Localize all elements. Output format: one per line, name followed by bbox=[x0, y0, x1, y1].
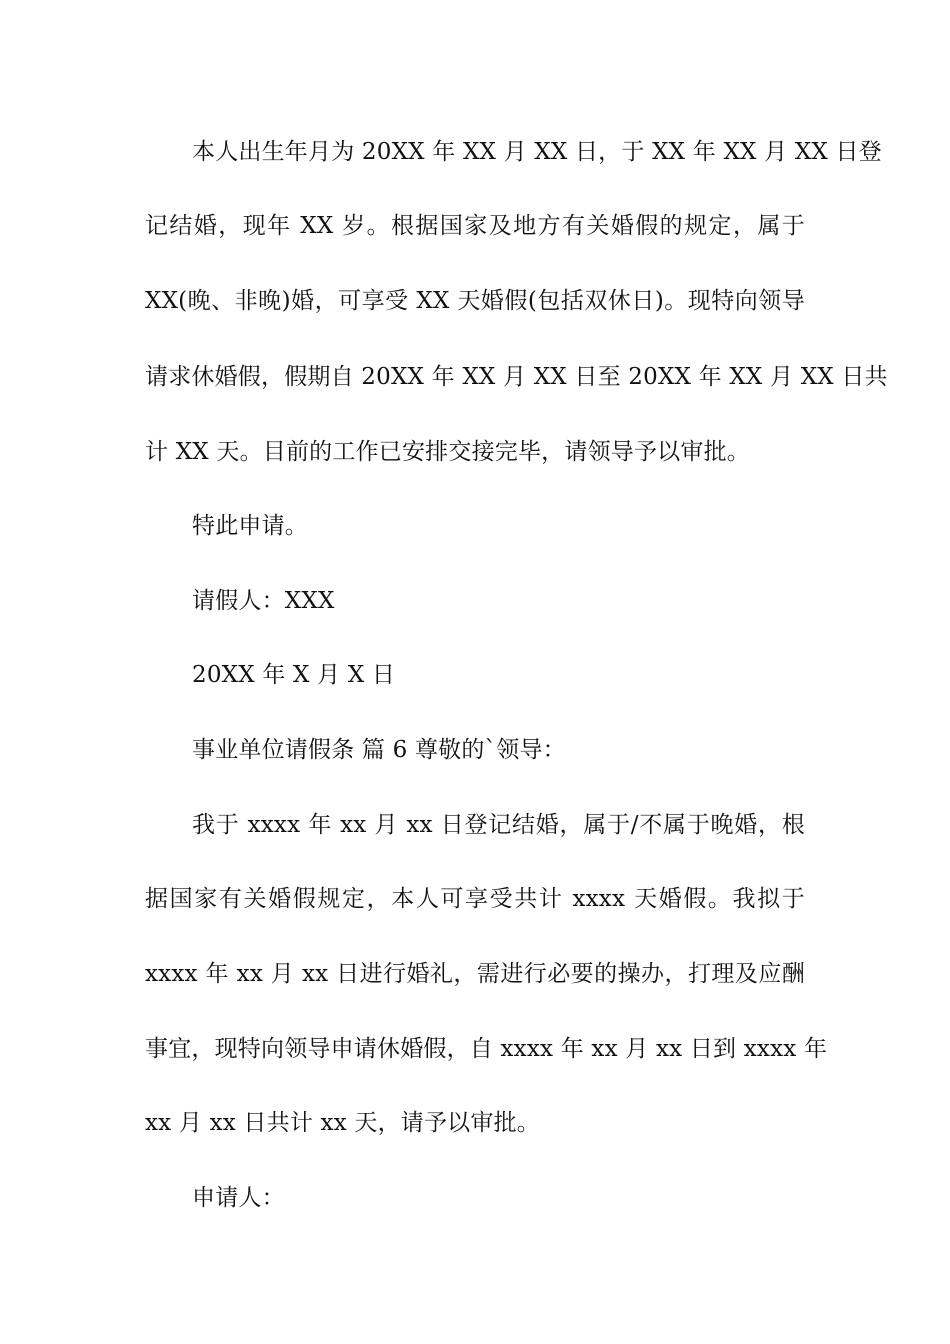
paragraph2-line-2: 据国家有关婚假规定，本人可享受共计 xxxx 天婚假。我拟于 bbox=[145, 886, 805, 912]
paragraph2-line-5: xx 月 xx 日共计 xx 天，请予以审批。 bbox=[145, 1110, 540, 1136]
paragraph2-line-3: xxxx 年 xx 月 xx 日进行婚礼，需进行必要的操办，打理及应酬 bbox=[145, 961, 805, 987]
section-heading: 事业单位请假条 篇 6 尊敬的`领导： bbox=[192, 737, 566, 763]
date-line: 20XX 年 X 月 X 日 bbox=[192, 662, 396, 688]
paragraph1-line-4: 请求休婚假，假期自 20XX 年 XX 月 XX 日至 20XX 年 XX 月 XX 日共 bbox=[145, 364, 888, 390]
applicant2-line: 申请人： bbox=[192, 1185, 285, 1211]
paragraph2-line-4: 事宜，现特向领导申请休婚假，自 xxxx 年 xx 月 xx 日到 xxxx 年 bbox=[145, 1036, 828, 1062]
paragraph1-line-5: 计 XX 天。目前的工作已安排交接完毕，请领导予以审批。 bbox=[145, 439, 750, 465]
paragraph1-line-1: 本人出生年月为 20XX 年 XX 月 XX 日，于 XX 年 XX 月 XX 日登 bbox=[192, 139, 882, 165]
paragraph1-line-2: 记结婚，现年 XX 岁。根据国家及地方有关婚假的规定，属于 bbox=[145, 213, 805, 239]
paragraph2-line-1: 我于 xxxx 年 xx 月 xx 日登记结婚，属于/不属于晚婚，根 bbox=[192, 812, 805, 838]
paragraph1-line-3: XX(晚、非晚)婚，可享受 XX 天婚假(包括双休日)。现特向领导 bbox=[145, 288, 805, 314]
applicant-line: 请假人：XXX bbox=[192, 588, 335, 614]
closing-text: 特此申请。 bbox=[192, 513, 308, 539]
